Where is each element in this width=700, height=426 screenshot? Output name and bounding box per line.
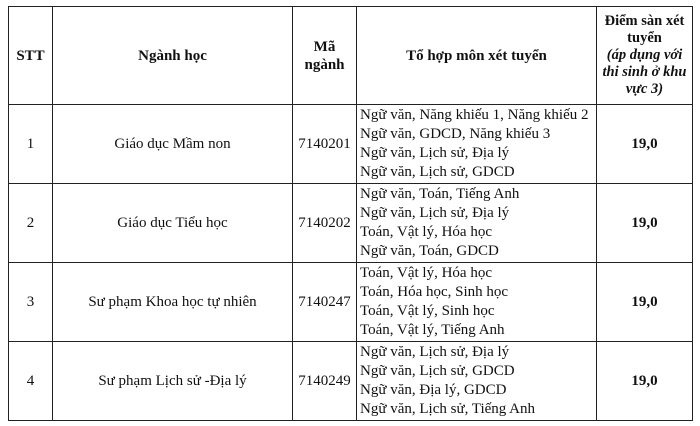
header-code: Mã ngành	[293, 7, 357, 105]
header-stt: STT	[9, 7, 53, 105]
combo-line: Toán, Vật lý, Hóa học	[360, 224, 492, 240]
header-score	[597, 7, 693, 105]
combo-line: Ngữ văn, Lịch sử, Tiếng Anh	[360, 401, 536, 417]
cell-major: Sư phạm Khoa học tự nhiên	[53, 263, 293, 342]
combo-line: Ngữ văn, Lịch sử, Địa lý	[360, 145, 510, 161]
cell-combos	[357, 105, 597, 184]
cell-major: Giáo dục Tiểu học	[53, 184, 293, 263]
cell-stt: 1	[9, 105, 53, 184]
admission-table	[8, 6, 693, 421]
cell-code: 7140201	[293, 105, 357, 184]
combo-line: Ngữ văn, Địa lý, GDCD	[360, 382, 507, 398]
cell-combos	[357, 342, 597, 421]
cell-score: 19,0	[597, 184, 693, 263]
header-row	[9, 7, 693, 105]
table-row	[9, 263, 693, 342]
combo-line: Toán, Vật lý, Hóa học	[360, 265, 492, 281]
combo-line: Ngữ văn, Toán, GDCD	[360, 243, 499, 259]
cell-score: 19,0	[597, 263, 693, 342]
cell-code: 7140202	[293, 184, 357, 263]
cell-stt: 4	[9, 342, 53, 421]
combo-line: Ngữ văn, Lịch sử, Địa lý	[360, 344, 510, 360]
cell-code: 7140247	[293, 263, 357, 342]
combo-line: Ngữ văn, Lịch sử, GDCD	[360, 164, 515, 180]
table-header	[9, 7, 693, 105]
cell-stt: 3	[9, 263, 53, 342]
table-row	[9, 105, 693, 184]
combo-line: Ngữ văn, GDCD, Năng khiếu 3	[360, 126, 551, 142]
cell-score: 19,0	[597, 105, 693, 184]
combo-line: Ngữ văn, Năng khiếu 1, Năng khiếu 2	[360, 107, 589, 123]
cell-stt: 2	[9, 184, 53, 263]
table-body	[9, 105, 693, 421]
cell-major: Sư phạm Lịch sử -Địa lý	[53, 342, 293, 421]
combo-line: Toán, Hóa học, Sinh học	[360, 284, 509, 300]
cell-combos	[357, 263, 597, 342]
header-score-main: Điểm sàn xét tuyển	[604, 13, 685, 46]
cell-major: Giáo dục Mầm non	[53, 105, 293, 184]
cell-combos	[357, 184, 597, 263]
combo-line: Ngữ văn, Toán, Tiếng Anh	[360, 186, 520, 202]
table-row	[9, 342, 693, 421]
table-row	[9, 184, 693, 263]
combo-line: Toán, Vật lý, Tiếng Anh	[360, 322, 505, 338]
header-score-note: (áp dụng với thi sinh ở khu vực 3)	[602, 47, 687, 97]
cell-code: 7140249	[293, 342, 357, 421]
cell-score: 19,0	[597, 342, 693, 421]
combo-line: Ngữ văn, Lịch sử, GDCD	[360, 363, 515, 379]
combo-line: Toán, Vật lý, Sinh học	[360, 303, 495, 319]
header-combos: Tổ hợp môn xét tuyển	[357, 7, 597, 105]
header-major: Ngành học	[53, 7, 293, 105]
combo-line: Ngữ văn, Lịch sử, Địa lý	[360, 205, 510, 221]
